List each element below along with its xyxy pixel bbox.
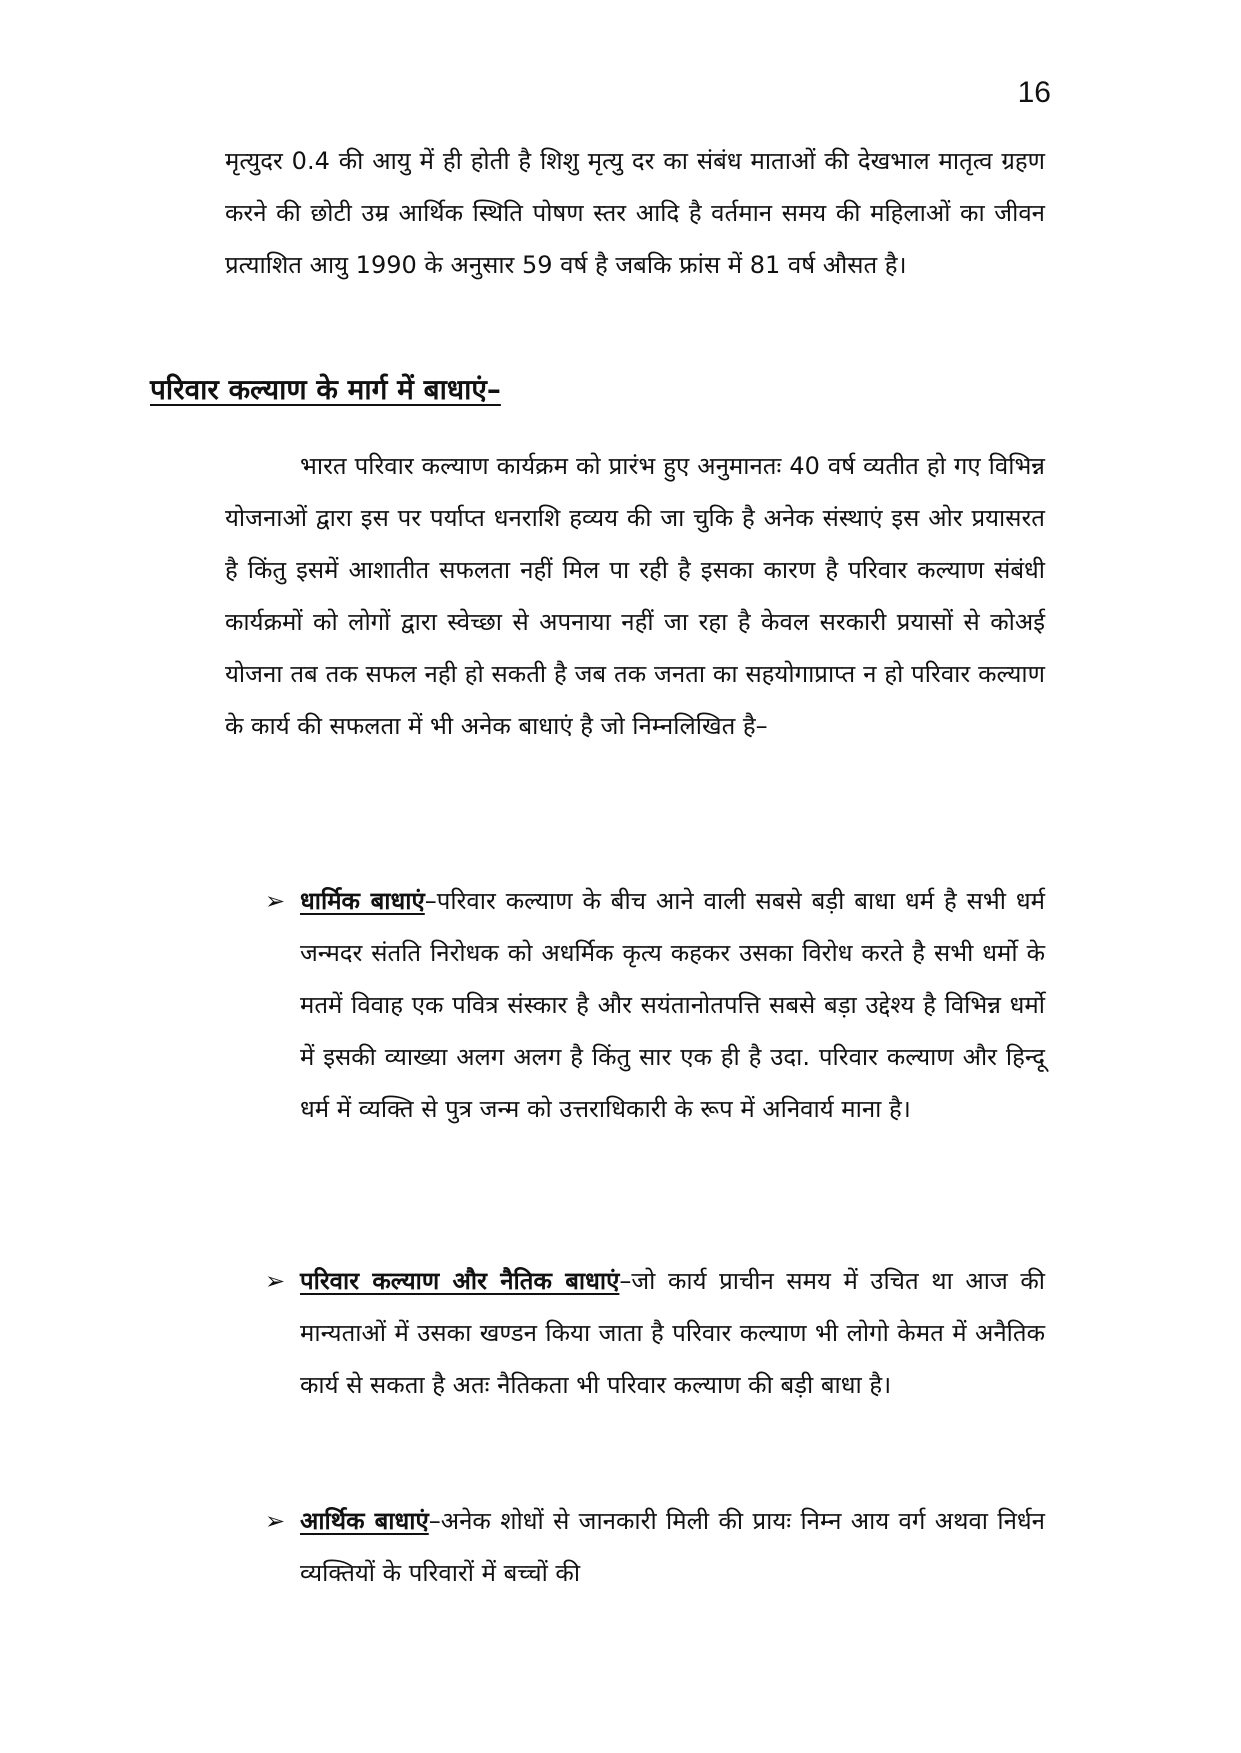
arrowhead-right-icon: ➢ [265,1507,286,1535]
bullet-text: –जो कार्य प्राचीन समय में उचित था आज की मान्यताओं में उसका खण्डन किया जाता है परिवार कल्याण भी लोगो केमत में अनैतिक कार्य से सकता है अतः नैतिकता भी परिवार कल्याण की बड़ी बाधा है। [300,1267,1045,1399]
bullet-item-economic [265,1495,1045,1599]
paragraph-main: भारत परिवार कल्याण कार्यक्रम को प्रारंभ हुए अनुमानतः 40 वर्ष व्यतीत हो गए विभिन्न योजनाओं द्वारा इस पर पर्याप्त धनराशि हव्यय की जा चुकि है अनेक संस्थाएं इस ओर प्रयासरत है किंतु इसमें आशातीत सफलता नहीं मिल पा रही है इसका कारण है परिवार कल्याण संबंधी कार्यक्रमों को लोगों द्वारा स्वेच्छा से अपनाया नहीं जा रहा है केवल सरकारी प्रयासों से कोअई योजना तब तक सफल नही हो सकती है जब तक जनता का सहयोगाप्राप्त न हो परिवार कल्याण के कार्य की सफलता में भी अनेक बाधाएं है जो निम्नलिखित है– [225,452,1045,740]
bullet-title: धार्मिक बाधाएं [300,887,425,915]
section-heading: परिवार कल्याण के मार्ग में बाधाएं– [150,373,501,406]
bullet-list-2 [265,1255,1045,1411]
bullet-title: परिवार कल्याण और नैतिक बाधाएं [300,1267,620,1295]
bullet-title: आर्थिक बाधाएं [300,1507,429,1535]
page-number: 16 [1017,76,1051,109]
bullet-list-1 [265,875,1045,1135]
arrowhead-right-icon: ➢ [265,1267,286,1295]
bullet-list-3 [265,1495,1045,1599]
paragraph-top: मृत्युदर 0.4 की आयु में ही होती है शिशु मृत्यु दर का संबंध माताओं की देखभाल मातृत्व ग्रहण करने की छोटी उम्र आर्थिक स्थिति पोषण स्तर आदि है वर्तमान समय की महिलाओं का जीवन प्रत्याशित आयु 1990 के अनुसार 59 वर्ष है जबकि फ्रांस में 81 वर्ष औसत है। [225,147,1045,279]
bullet-text: –अनेक शोधों से जानकारी मिली की प्रायः निम्न आय वर्ग अथवा निर्धन व्यक्तियों के परिवारों में बच्चों की [300,1507,1045,1587]
bullet-item-religious [265,875,1045,1135]
bullet-item-moral [265,1255,1045,1411]
bullet-text: –परिवार कल्याण के बीच आने वाली सबसे बड़ी बाधा धर्म है सभी धर्म जन्मदर संतति निरोधक को अधर्मिक कृत्य कहकर उसका विरोध करते है सभी धर्मो के मतमें विवाह एक पवित्र संस्कार है और सयंतानोतपत्ति सबसे बड़ा उद्देश्य है विभिन्न धर्मो में इसकी व्याख्या अलग अलग है किंतु सार एक ही है उदा. परिवार कल्याण और हिन्दू धर्म में व्यक्ति से पुत्र जन्म को उत्तराधिकारी के रूप में अनिवार्य माना है। [300,887,1045,1123]
arrowhead-right-icon: ➢ [265,887,286,915]
